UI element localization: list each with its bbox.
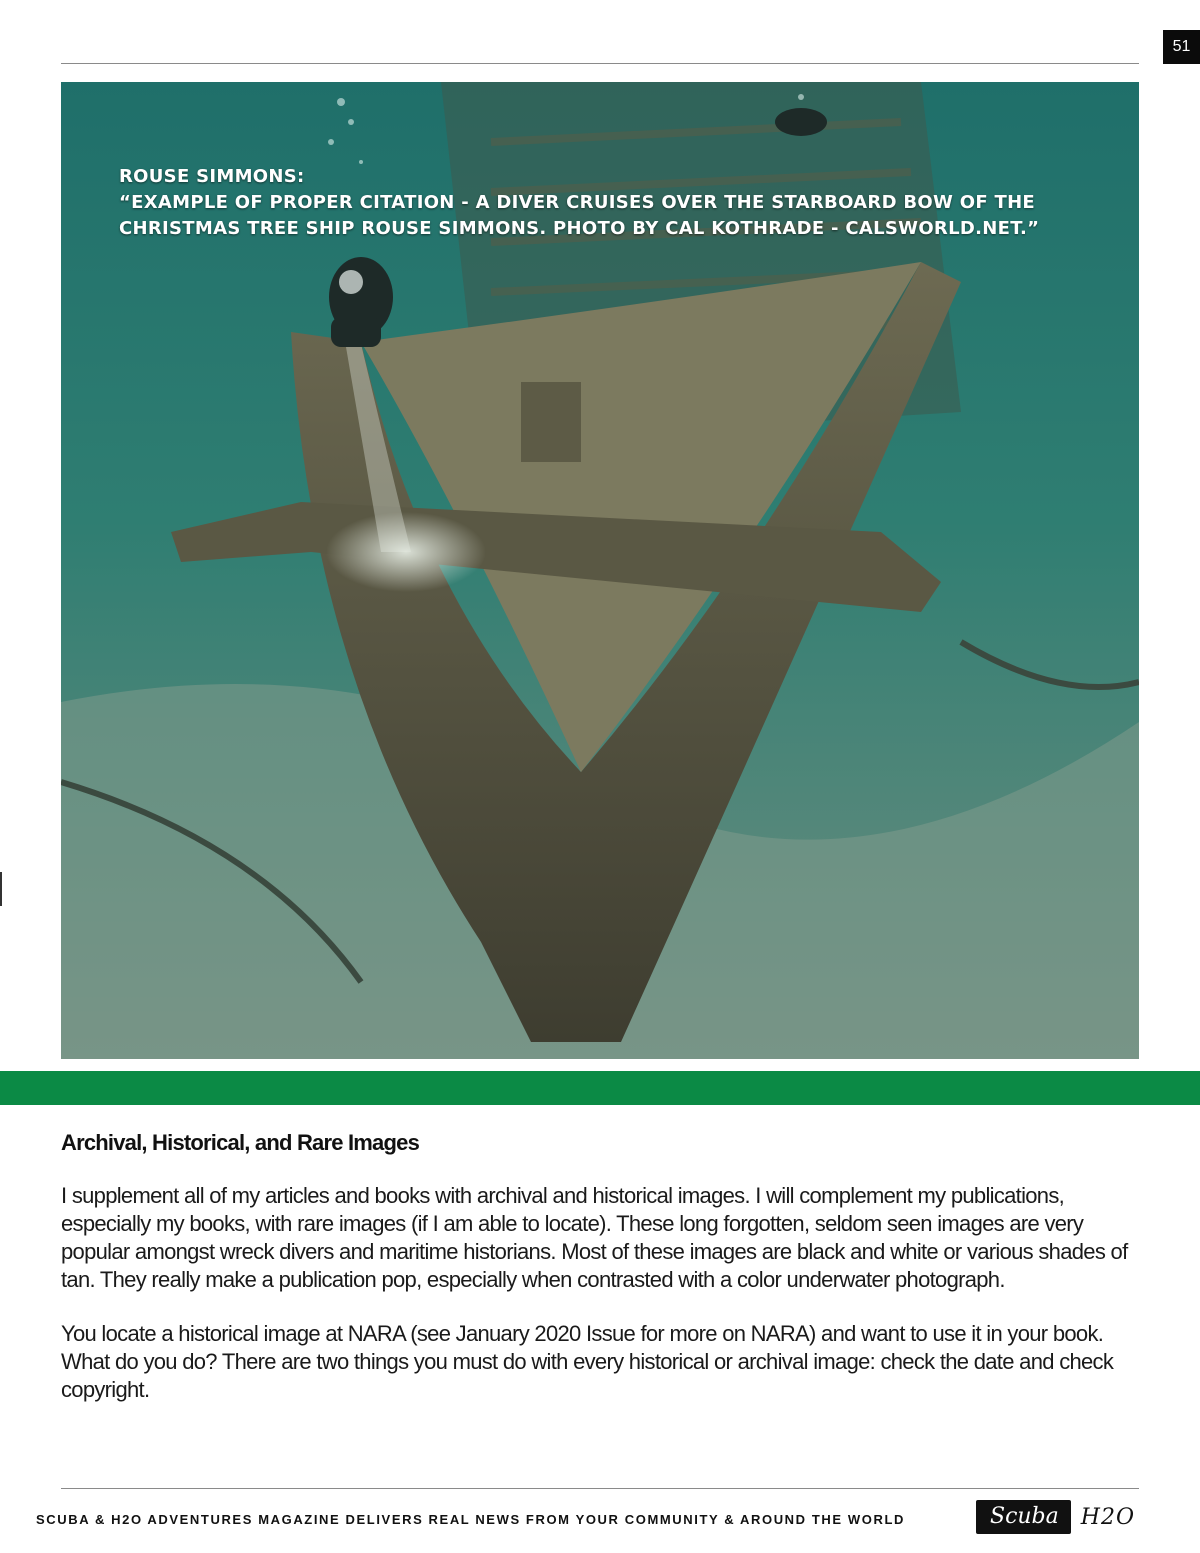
photo-caption (119, 164, 1079, 242)
top-rule (61, 63, 1139, 64)
edge-mark (0, 872, 2, 906)
article-paragraph: You locate a historical image at NARA (see January 2020 Issue for more on NARA) and want to use it in your book. What do you do? There are two things you must do with every historical or archival image: check the date and check copyright. (61, 1321, 1114, 1402)
article (61, 1130, 1139, 1430)
logo-scuba: Scuba (976, 1500, 1071, 1534)
article-heading: Archival, Historical, and Rare Images (61, 1130, 420, 1155)
caption-title: ROUSE SIMMONS: (119, 166, 305, 187)
page-number: 51 (1163, 30, 1200, 64)
magazine-logo (976, 1500, 1135, 1534)
logo-h2o: H2O (1080, 1504, 1135, 1530)
article-paragraph: I supplement all of my articles and books with archival and historical images. I will complement my publications, especially my books, with rare images (if I am able to locate). These long forgotten, seldom seen images are very popular amongst wreck divers and maritime historians. Most of these images are black and white or various shades of tan. They really make a publication pop, especially when contrasted with a color underwater photograph. (61, 1183, 1128, 1292)
footer-tagline: SCUBA & H2O ADVENTURES MAGAZINE DELIVERS REAL NEWS FROM YOUR COMMUNITY & AROUND THE WORLD (36, 1512, 905, 1527)
caption-text: “EXAMPLE OF PROPER CITATION - A DIVER CRUISES OVER THE STARBOARD BOW OF THE CHRISTMAS TREE SHIP ROUSE SIMMONS. PHOTO BY CAL KOTHRADE - CALSWORLD.NET.” (119, 192, 1040, 239)
green-band (0, 1071, 1200, 1105)
shipwreck-photo (61, 82, 1139, 1059)
bottom-rule (61, 1488, 1139, 1489)
